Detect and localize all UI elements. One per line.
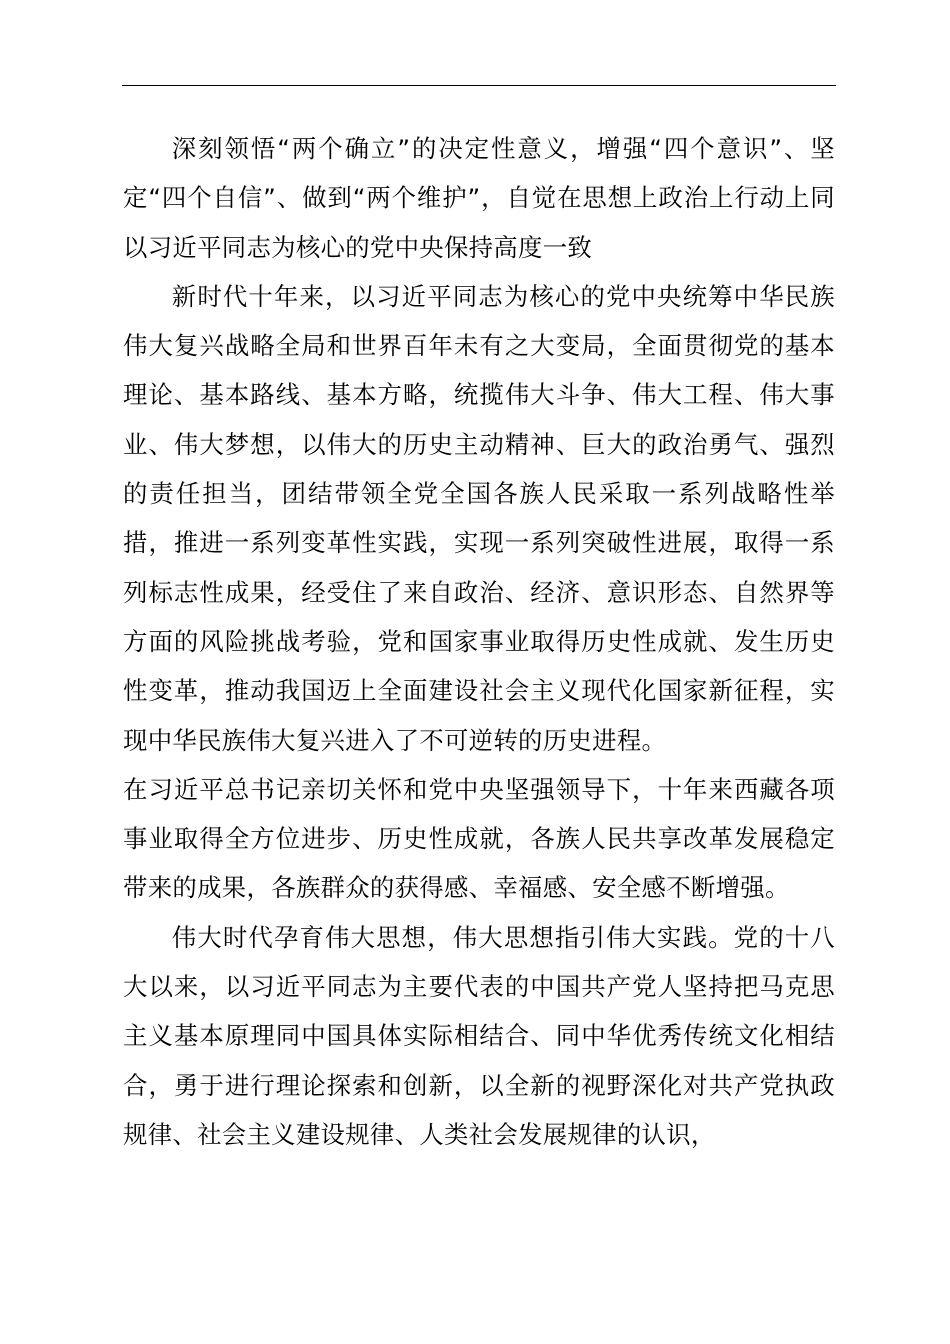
- header-rule: [122, 85, 836, 86]
- paragraph-heading: 深刻领悟“两个确立”的决定性意义，增强“四个意识”、坚定“四个自信”、做到“两个维护”，自觉在思想上政治上行动上同以习近平同志为核心的党中央保持高度一致: [123, 134, 835, 262]
- document-body: [123, 124, 835, 1159]
- paragraph-decade-achievements: 新时代十年来，以习近平同志为核心的党中央统筹中华民族伟大复兴战略全局和世界百年未有之大变局，全面贯彻党的基本理论、基本路线、基本方略，统揽伟大斗争、伟大工程、伟大事业、伟大梦想，以伟大的历史主动精神、巨大的政治勇气、强烈的责任担当，团结带领全党全国各族人民采取一系列战略性举措，推进一系列变革性实践，实现一系列突破性进展，取得一系列标志性成果，经受住了来自政治、经济、意识形态、自然界等方面的风险挑战考验，党和国家事业取得历史性成就、发生历史性变革，推动我国迈上全面建设社会主义现代化国家新征程，实现中华民族伟大复兴进入了不可逆转的历史进程。: [123, 281, 835, 755]
- paragraph-great-thought: 伟大时代孕育伟大思想，伟大思想指引伟大实践。党的十八大以来，以习近平同志为主要代表的中国共产党人坚持把马克思主义基本原理同中国具体实际相结合、同中华优秀传统文化相结合，勇于进行理论探索和创新，以全新的视野深化对共产党执政规律、社会主义建设规律、人类社会发展规律的认识，: [123, 922, 835, 1149]
- paragraph-tibet: 在习近平总书记亲切关怀和党中央坚强领导下，十年来西藏各项事业取得全方位进步、历史性成就，各族人民共享改革发展稳定带来的成果，各族群众的获得感、幸福感、安全感不断增强。: [123, 774, 835, 903]
